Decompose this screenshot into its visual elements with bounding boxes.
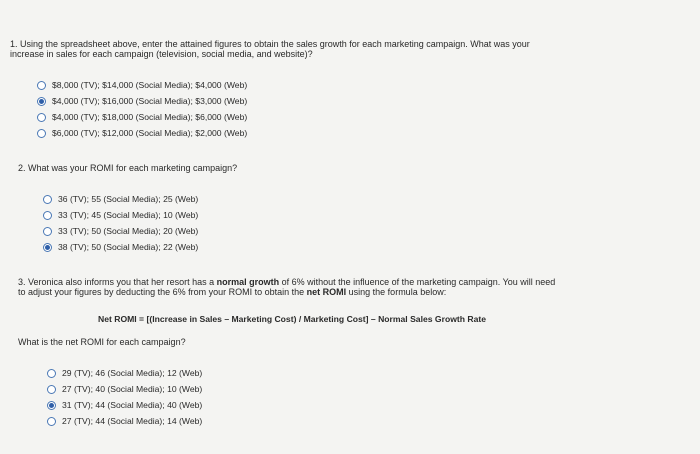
q1-option-3-label: $4,000 (TV); $18,000 (Social Media); $6,000 (Web): [52, 112, 248, 122]
q3-option-1-label: 29 (TV); 46 (Social Media); 12 (Web): [62, 368, 203, 378]
q2-option-1-label: 36 (TV); 55 (Social Media); 25 (Web): [58, 194, 199, 204]
radio-button[interactable]: [37, 81, 46, 90]
radio-button[interactable]: [43, 195, 52, 204]
radio-button[interactable]: [47, 385, 56, 394]
q1-option-1[interactable]: [37, 80, 247, 91]
q3-option-2[interactable]: [47, 384, 202, 395]
q3-option-4-label: 27 (TV); 44 (Social Media); 14 (Web): [62, 416, 203, 426]
q3-option-3[interactable]: [47, 400, 202, 411]
question-3-text: using the formula below:: [346, 287, 447, 297]
question-1-text-line-2: increase in sales for each campaign (television, social media, and website)?: [10, 49, 313, 59]
q2-option-3[interactable]: [43, 226, 198, 237]
radio-button[interactable]: [43, 211, 52, 220]
radio-button[interactable]: [37, 113, 46, 122]
q2-option-4-label: 38 (TV); 50 (Social Media); 22 (Web): [58, 242, 199, 252]
radio-button[interactable]: [47, 417, 56, 426]
question-3-text: 3. Veronica also informs you that her resort has a: [18, 277, 217, 287]
radio-button-selected[interactable]: [37, 97, 46, 106]
q1-option-4[interactable]: [37, 128, 247, 139]
q1-option-1-label: $8,000 (TV); $14,000 (Social Media); $4,000 (Web): [52, 80, 248, 90]
q3-option-2-label: 27 (TV); 40 (Social Media); 10 (Web): [62, 384, 203, 394]
q2-option-2[interactable]: [43, 210, 198, 221]
q2-option-2-label: 33 (TV); 45 (Social Media); 10 (Web): [58, 210, 199, 220]
question-3-text: to adjust your figures by deducting the 6% from your ROMI to obtain the: [18, 287, 307, 297]
q3-option-4[interactable]: [47, 416, 202, 427]
normal-growth-term: normal growth: [216, 277, 280, 287]
question-2-text: 2. What was your ROMI for each marketing campaign?: [18, 163, 238, 173]
radio-button[interactable]: [47, 369, 56, 378]
radio-button[interactable]: [43, 227, 52, 236]
q1-option-3[interactable]: [37, 112, 247, 123]
q1-option-2-label: $4,000 (TV); $16,000 (Social Media); $3,000 (Web): [52, 96, 248, 106]
question-3-text-line-2: [18, 287, 446, 298]
q3-option-1[interactable]: [47, 368, 202, 379]
q2-option-4[interactable]: [43, 242, 198, 253]
radio-button-selected[interactable]: [47, 401, 56, 410]
q2-option-3-label: 33 (TV); 50 (Social Media); 20 (Web): [58, 226, 199, 236]
net-romi-term: net ROMI: [306, 287, 347, 297]
radio-button-selected[interactable]: [43, 243, 52, 252]
q1-option-2[interactable]: [37, 96, 247, 107]
q3-option-3-label: 31 (TV); 44 (Social Media); 40 (Web): [62, 400, 203, 410]
question-3-prompt: What is the net ROMI for each campaign?: [18, 337, 186, 347]
question-1-text-line-1: 1. Using the spreadsheet above, enter the attained figures to obtain the sales growth for each marketing campaign. What was your: [10, 39, 530, 49]
q2-option-1[interactable]: [43, 194, 198, 205]
q1-option-4-label: $6,000 (TV); $12,000 (Social Media); $2,000 (Web): [52, 128, 248, 138]
question-3-text: of 6% without the influence of the marketing campaign. You will need: [279, 277, 556, 287]
net-romi-formula: Net ROMI = [(Increase in Sales – Marketing Cost) / Marketing Cost] – Normal Sales Growth Rate: [98, 314, 487, 324]
radio-button[interactable]: [37, 129, 46, 138]
